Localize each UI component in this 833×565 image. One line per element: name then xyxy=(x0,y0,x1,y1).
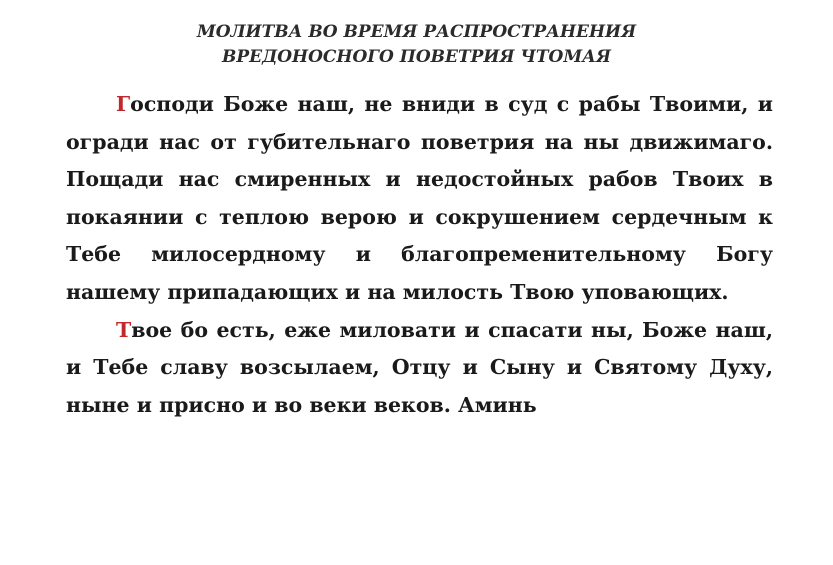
prayer-body xyxy=(66,86,773,424)
title-line-1: МОЛИТВА ВО ВРЕМЯ РАСПРОСТРАНЕНИЯ xyxy=(196,22,637,42)
drop-initial: Г xyxy=(116,92,131,116)
paragraph-text: осподи Боже наш, не вниди в суд с рабы Твоими, и огради нас от губительнаго поветрия на ны движимаго. Пощади нас смиренных и недостойных рабов Твоих в покаянии с теплою верою и сокрушением сердечным к Тебе милосердному и благопременительному Богу нашему припадающих и на милость Твою уповающих. xyxy=(66,92,773,304)
title-line-2: ВРЕДОНОСНОГО ПОВЕТРИЯ ЧТОМАЯ xyxy=(221,47,611,67)
drop-initial: Т xyxy=(116,317,132,342)
prayer-title xyxy=(0,20,833,70)
paragraph-text: вое бо есть, еже миловати и спасати ны, Боже наш, и Тебе славу возсылаем, Отцу и Сыну и Святому Духу, ныне и присно и во веки веков. Аминь xyxy=(66,317,773,417)
prayer-paragraph-1 xyxy=(66,86,773,312)
prayer-paragraph-2 xyxy=(66,312,773,425)
